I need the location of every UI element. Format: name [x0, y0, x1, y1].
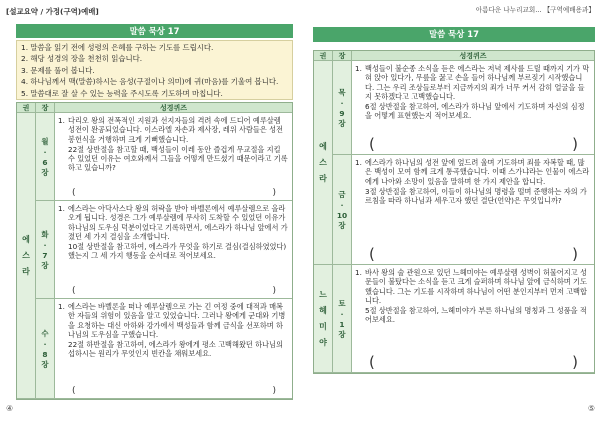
question-text — [365, 64, 590, 136]
quiz-cell — [55, 299, 292, 399]
page-header: 아름다운 나누리교회... 【구역예배용과】 — [475, 6, 595, 14]
instruction-item: 5. 말씀대로 잘 살 수 있는 능력을 주시도록 기도하며 마칩니다. — [21, 88, 223, 98]
question-paragraph: 바사 왕의 술 관원으로 있던 느헤미야는 예루살렘 성벽이 허물어지고 성문들이 불탔다는 소식을 듣고 크게 슬퍼하며 하나님 앞에 금식하며 기도했습니다. 그는 기도를 시작하며 하나님이 어떤 분인지부터 먼저 고백합니다. — [365, 268, 587, 305]
question-body — [58, 302, 288, 386]
instruction-item: 2. 해당 성경의 장을 천천히 읽습니다. — [21, 54, 143, 64]
question-paragraph: 에스라는 바벨론을 떠나 예루살렘으로 가는 긴 여정 중에 대적과 매복한 자들의 위험이 있음을 알고 있었습니다. 그러나 왕에게 군대와 기병을 요청하는 대신 아하와 강가에서 백성들과 함께 금식을 선포하며 하나님의 도우심을 구했습니다. — [68, 302, 286, 339]
answer-blank[interactable] — [355, 354, 590, 370]
chapter-label — [338, 109, 345, 129]
answer-blank[interactable] — [58, 286, 288, 296]
question-body — [58, 116, 288, 188]
question-body — [355, 268, 590, 354]
book-name-char: 라 — [319, 174, 327, 183]
question-paragraph: 에스라는 아닥사스다 왕의 허락을 받아 바벨론에서 예루살렘으로 올라오게 됩니다. 성경은 그가 예루살렘에 무사히 도착할 수 있었던 이유가 하나님의 도우심 덕분이었다고 기록하면서, 에스라가 하나님 앞에서 가졌던 세 가지 결심을 소개합니다. — [68, 204, 288, 241]
day-label: 토 — [338, 298, 346, 308]
blank-close-paren: ) — [572, 135, 578, 153]
page-title: 말씀 묵상 17 — [16, 24, 293, 38]
chapter-label — [338, 320, 345, 340]
chapter-number: 10 — [336, 210, 348, 220]
chapter-label — [41, 158, 48, 178]
book-name — [17, 113, 36, 399]
blank-close-paren: ) — [272, 188, 276, 198]
question-paragraph: 5절 상반절을 참고하여, 느헤미야가 부른 하나님의 명칭과 그 성품을 적어보세요. — [365, 306, 587, 325]
day-label: 화 — [41, 229, 49, 239]
book-name-char: 느 — [319, 290, 327, 299]
instructions-box — [16, 40, 293, 100]
question-text — [68, 302, 288, 386]
question-text — [365, 158, 590, 246]
question-paragraph: 에스라가 하나님의 성전 앞에 엎드려 울며 기도하며 죄를 자복할 때, 많은 백성이 모여 함께 크게 통곡했습니다. 이때 스가냐라는 인물이 에스라에게 나아와 소망이 있음을 말하며 한 가지 제안을 합니다. — [365, 158, 590, 186]
question-paragraph: 다리오 왕의 전폭적인 지원과 선지자들의 격려 속에 드디어 예루살렘 성전이 완공되었습니다. 이스라엘 자손과 제사장, 레위 사람들은 성전 봉헌식을 거행하며 크게 기뻐했습니다. — [68, 116, 283, 144]
chapter-unit: 장 — [41, 359, 49, 369]
column-header-chapter: 장 — [36, 103, 55, 113]
blank-open-paren: ( — [72, 188, 76, 198]
question-number: 1. — [58, 116, 65, 125]
chapter-unit: 장 — [41, 167, 49, 177]
question-number: 1. — [355, 268, 362, 277]
instruction-item: 1. 말씀을 읽기 전에 성령의 은혜를 구하는 기도를 드립시다. — [21, 43, 214, 52]
left-page — [6, 0, 293, 424]
question-text — [68, 116, 288, 188]
day-label: 목 — [338, 87, 346, 97]
question-paragraph: 6절 상반절을 참고하여, 에스라가 하나님 앞에서 기도하며 자신의 심정을 어떻게 표현했는지 적어보세요. — [365, 102, 585, 121]
chapter-number: 1 — [339, 319, 345, 329]
blank-open-paren: ( — [369, 245, 375, 263]
day-chapter-cell — [36, 113, 55, 201]
book-name-char: 스 — [22, 251, 30, 260]
day-label: 월 — [41, 136, 49, 146]
chapter-unit: 장 — [338, 220, 346, 230]
blank-close-paren: ) — [572, 245, 578, 263]
day-label: 수 — [41, 328, 49, 338]
question-number: 1. — [58, 204, 65, 213]
question-number: 1. — [58, 302, 65, 311]
column-header-chapter: 장 — [333, 51, 352, 61]
book-name-char: 에 — [319, 142, 327, 151]
quiz-table — [16, 102, 293, 400]
day-chapter-cell — [36, 299, 55, 399]
separator-dot: · — [340, 98, 344, 108]
question-text — [365, 268, 590, 354]
question-number: 1. — [355, 158, 362, 167]
day-chapter-cell — [333, 265, 352, 373]
chapter-unit: 장 — [338, 329, 346, 339]
question-body — [355, 158, 590, 246]
book-name-char: 에 — [22, 235, 30, 244]
chapter-number: 6 — [42, 157, 48, 167]
quiz-cell — [352, 155, 594, 265]
chapter-number: 8 — [42, 349, 48, 359]
chapter-label — [41, 350, 48, 370]
blank-close-paren: ) — [272, 286, 276, 296]
answer-blank[interactable] — [58, 386, 288, 396]
page-title: 말씀 묵상 17 — [313, 27, 595, 42]
question-paragraph: 22절 하반절을 참고하여, 에스라가 왕에게 평소 고백해왔던 하나님의 섭하시는 원리가 무엇인지 빈칸을 채워보세요. — [68, 340, 283, 359]
book-name — [314, 61, 333, 265]
instruction-item: 3. 문제를 풀어 봅니다. — [21, 65, 95, 75]
chapter-unit: 장 — [41, 260, 49, 270]
blank-open-paren: ( — [369, 353, 375, 371]
page-number: ④ — [6, 404, 14, 413]
book-name-char: 야 — [319, 338, 327, 347]
right-page — [313, 0, 595, 424]
chapter-number: 9 — [339, 108, 345, 118]
day-chapter-cell — [333, 61, 352, 155]
blank-close-paren: ) — [272, 386, 276, 396]
quiz-cell — [55, 201, 292, 299]
book-name-char: 미 — [319, 322, 327, 331]
chapter-unit: 장 — [338, 118, 346, 128]
question-paragraph: 3절 상반절을 참고하여, 이들이 하나님의 명령을 떨며 준행하는 자의 가르침을 따라 하나님과 세우고자 했던 결단(언약)은 무엇입니까? — [365, 186, 587, 206]
column-header-book: 권 — [17, 103, 36, 113]
instruction-item: 4. 하나님께서 맥(말씀)하시는 음성(구절이나 의미)에 귀(마음)를 기울여 봅니다. — [21, 77, 279, 87]
question-number: 1. — [355, 64, 362, 73]
separator-dot: · — [340, 200, 344, 210]
chapter-label — [41, 251, 48, 271]
separator-dot: · — [43, 240, 47, 250]
question-body — [58, 204, 288, 286]
blank-open-paren: ( — [72, 386, 76, 396]
book-name-char: 스 — [319, 158, 327, 167]
separator-dot: · — [43, 339, 47, 349]
answer-blank[interactable] — [58, 188, 288, 198]
blank-close-paren: ) — [572, 353, 578, 371]
book-name — [314, 265, 333, 373]
book-name-char: 헤 — [319, 306, 327, 315]
answer-blank[interactable] — [355, 136, 590, 152]
separator-dot: · — [340, 309, 344, 319]
quiz-table — [313, 50, 595, 374]
chapter-number: 7 — [42, 250, 48, 260]
column-header-book: 권 — [314, 51, 333, 61]
question-text — [68, 204, 288, 286]
question-body — [355, 64, 590, 136]
question-paragraph: 22절 상반절을 참고할 때, 백성들이 이레 동안 즐겁게 무교절을 지킬 수 있었던 이유는 여호와께서 그들을 어떻게 만드셨기 때문이라고 기록하고 있습니까? — [68, 144, 288, 173]
page-header: [설교요약 / 가정(구역)예배] — [6, 7, 99, 16]
quiz-cell — [352, 61, 594, 155]
book-name-char: 라 — [22, 267, 30, 276]
page-number: ⑤ — [587, 404, 595, 413]
column-header-quiz: 성경퀴즈 — [352, 51, 594, 61]
day-chapter-cell — [333, 155, 352, 265]
day-chapter-cell — [36, 201, 55, 299]
separator-dot: · — [43, 147, 47, 157]
column-header-quiz: 성경퀴즈 — [55, 103, 292, 113]
blank-open-paren: ( — [369, 135, 375, 153]
quiz-cell — [55, 113, 292, 201]
chapter-label — [337, 211, 347, 231]
question-paragraph: 백성들이 불순종 소식을 듣은 에스라는 저녁 제사를 드릴 때까지 기가 막혀 앉아 있다가, 무릎을 꿇고 손을 들어 하나님께 부르짖기 시작했습니다. 그는 우리 조상들로부터 지금까지의 죄가 너무 커서 감히 얼굴을 들지 못하겠다고 고백했습니다. — [365, 64, 590, 101]
day-label: 금 — [338, 189, 346, 199]
question-paragraph: 10절 상반절을 참고하여, 에스라가 무엇을 하기로 결심(결심하였었다)했는지 그 세 가지 행동을 순서대로 적어보세요. — [68, 242, 287, 261]
blank-open-paren: ( — [72, 286, 76, 296]
quiz-cell — [352, 265, 594, 373]
answer-blank[interactable] — [355, 246, 590, 262]
